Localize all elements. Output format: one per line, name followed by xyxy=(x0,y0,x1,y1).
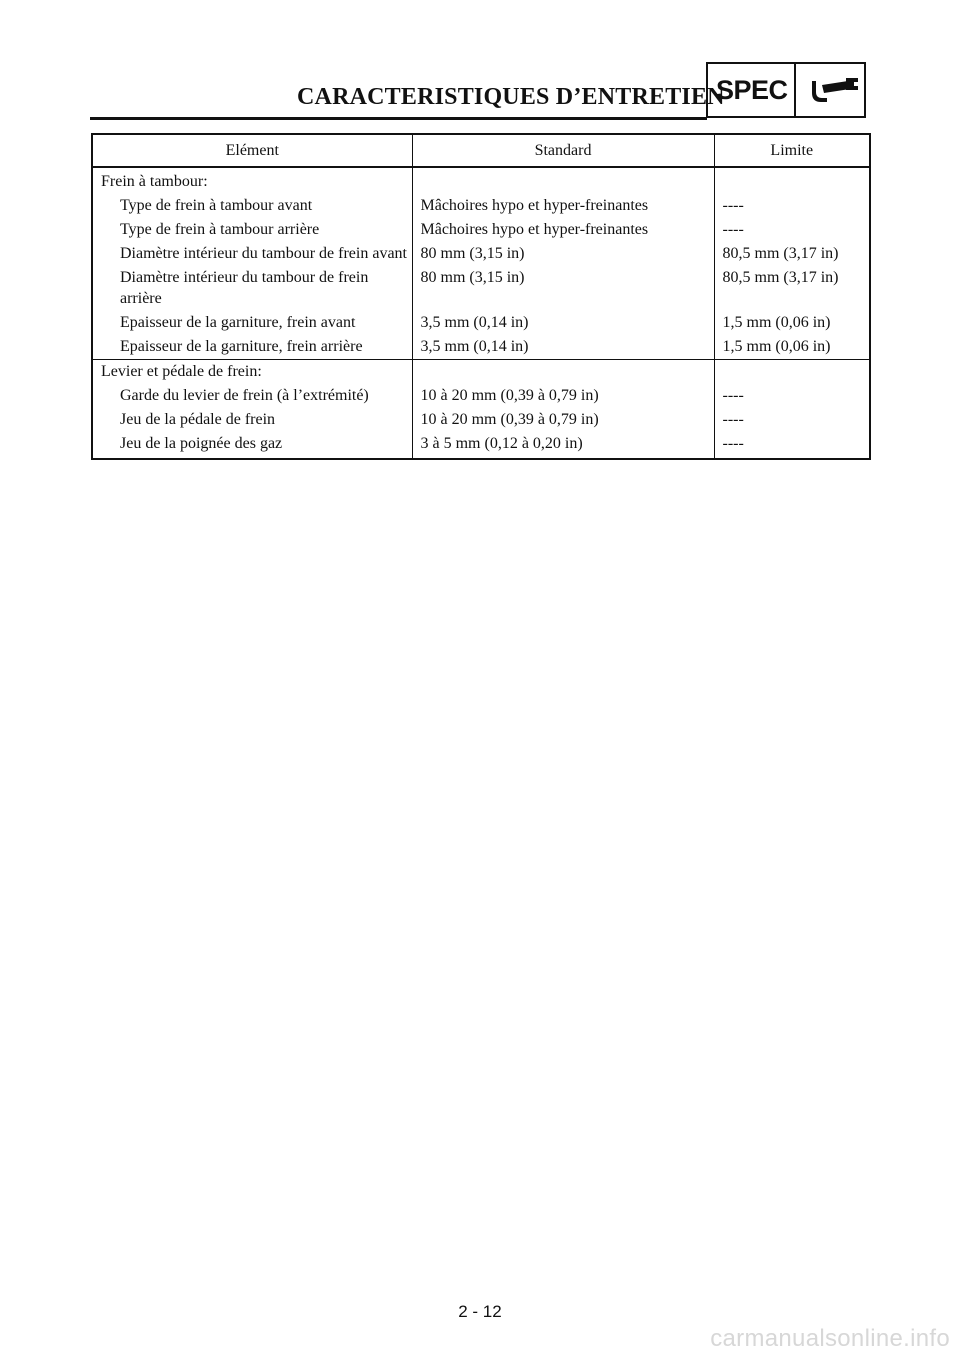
group-heading-drum-brake: Frein à tambour: xyxy=(92,167,412,194)
cell-element: Jeu de la poignée des gaz xyxy=(92,432,412,459)
spec-badge xyxy=(706,62,866,118)
cell-standard: 80 mm (3,15 in) xyxy=(412,242,714,266)
watermark: carmanualsonline.info xyxy=(710,1325,950,1352)
cell-standard: 80 mm (3,15 in) xyxy=(412,266,714,311)
table-row xyxy=(92,384,870,408)
cell-element: Epaisseur de la garniture, frein avant xyxy=(92,311,412,335)
page-title: CARACTERISTIQUES D’ENTRETIEN xyxy=(297,84,725,110)
table-row xyxy=(92,432,870,459)
cell-element: Type de frein à tambour arrière xyxy=(92,218,412,242)
wrench-icon xyxy=(808,76,860,111)
page-number: 2 - 12 xyxy=(458,1302,502,1321)
cell-limit: 1,5 mm (0,06 in) xyxy=(714,335,870,360)
cell-standard: 3,5 mm (0,14 in) xyxy=(412,311,714,335)
column-header-standard: Standard xyxy=(412,134,714,167)
cell-element: Diamètre intérieur du tambour de frein avant xyxy=(92,242,412,266)
table-group-heading xyxy=(92,360,870,385)
cell-standard: 3,5 mm (0,14 in) xyxy=(412,335,714,360)
cell-standard: Mâchoires hypo et hyper-freinantes xyxy=(412,194,714,218)
cell-standard: 3 à 5 mm (0,12 à 0,20 in) xyxy=(412,432,714,459)
cell-limit: 80,5 mm (3,17 in) xyxy=(714,266,870,311)
cell-limit: ---- xyxy=(714,432,870,459)
table-row xyxy=(92,194,870,218)
specifications-table xyxy=(91,133,869,460)
cell-element: Type de frein à tambour avant xyxy=(92,194,412,218)
group-heading-lever-pedal: Levier et pédale de frein: xyxy=(92,360,412,385)
table-row xyxy=(92,335,870,360)
cell-standard: Mâchoires hypo et hyper-freinantes xyxy=(412,218,714,242)
cell-standard: 10 à 20 mm (0,39 à 0,79 in) xyxy=(412,408,714,432)
cell-element: Jeu de la pédale de frein xyxy=(92,408,412,432)
spec-badge-divider xyxy=(794,64,796,116)
table-row xyxy=(92,408,870,432)
cell-standard: 10 à 20 mm (0,39 à 0,79 in) xyxy=(412,384,714,408)
cell-limit: ---- xyxy=(714,218,870,242)
table-row xyxy=(92,311,870,335)
column-header-element: Elément xyxy=(92,134,412,167)
table-row xyxy=(92,242,870,266)
spec-badge-label: SPEC xyxy=(716,75,788,105)
header-rule xyxy=(90,117,707,120)
table-row xyxy=(92,218,870,242)
cell-element: Garde du levier de frein (à l’extrémité) xyxy=(92,384,412,408)
table-row xyxy=(92,266,870,311)
column-header-limit: Limite xyxy=(714,134,870,167)
cell-element: Diamètre intérieur du tambour de frein arrière xyxy=(92,266,412,311)
cell-limit: ---- xyxy=(714,384,870,408)
table-header-row xyxy=(92,134,870,167)
cell-limit: ---- xyxy=(714,408,870,432)
cell-limit: 1,5 mm (0,06 in) xyxy=(714,311,870,335)
cell-limit: ---- xyxy=(714,194,870,218)
cell-element: Epaisseur de la garniture, frein arrière xyxy=(92,335,412,360)
cell-limit: 80,5 mm (3,17 in) xyxy=(714,242,870,266)
table-group-heading xyxy=(92,167,870,194)
